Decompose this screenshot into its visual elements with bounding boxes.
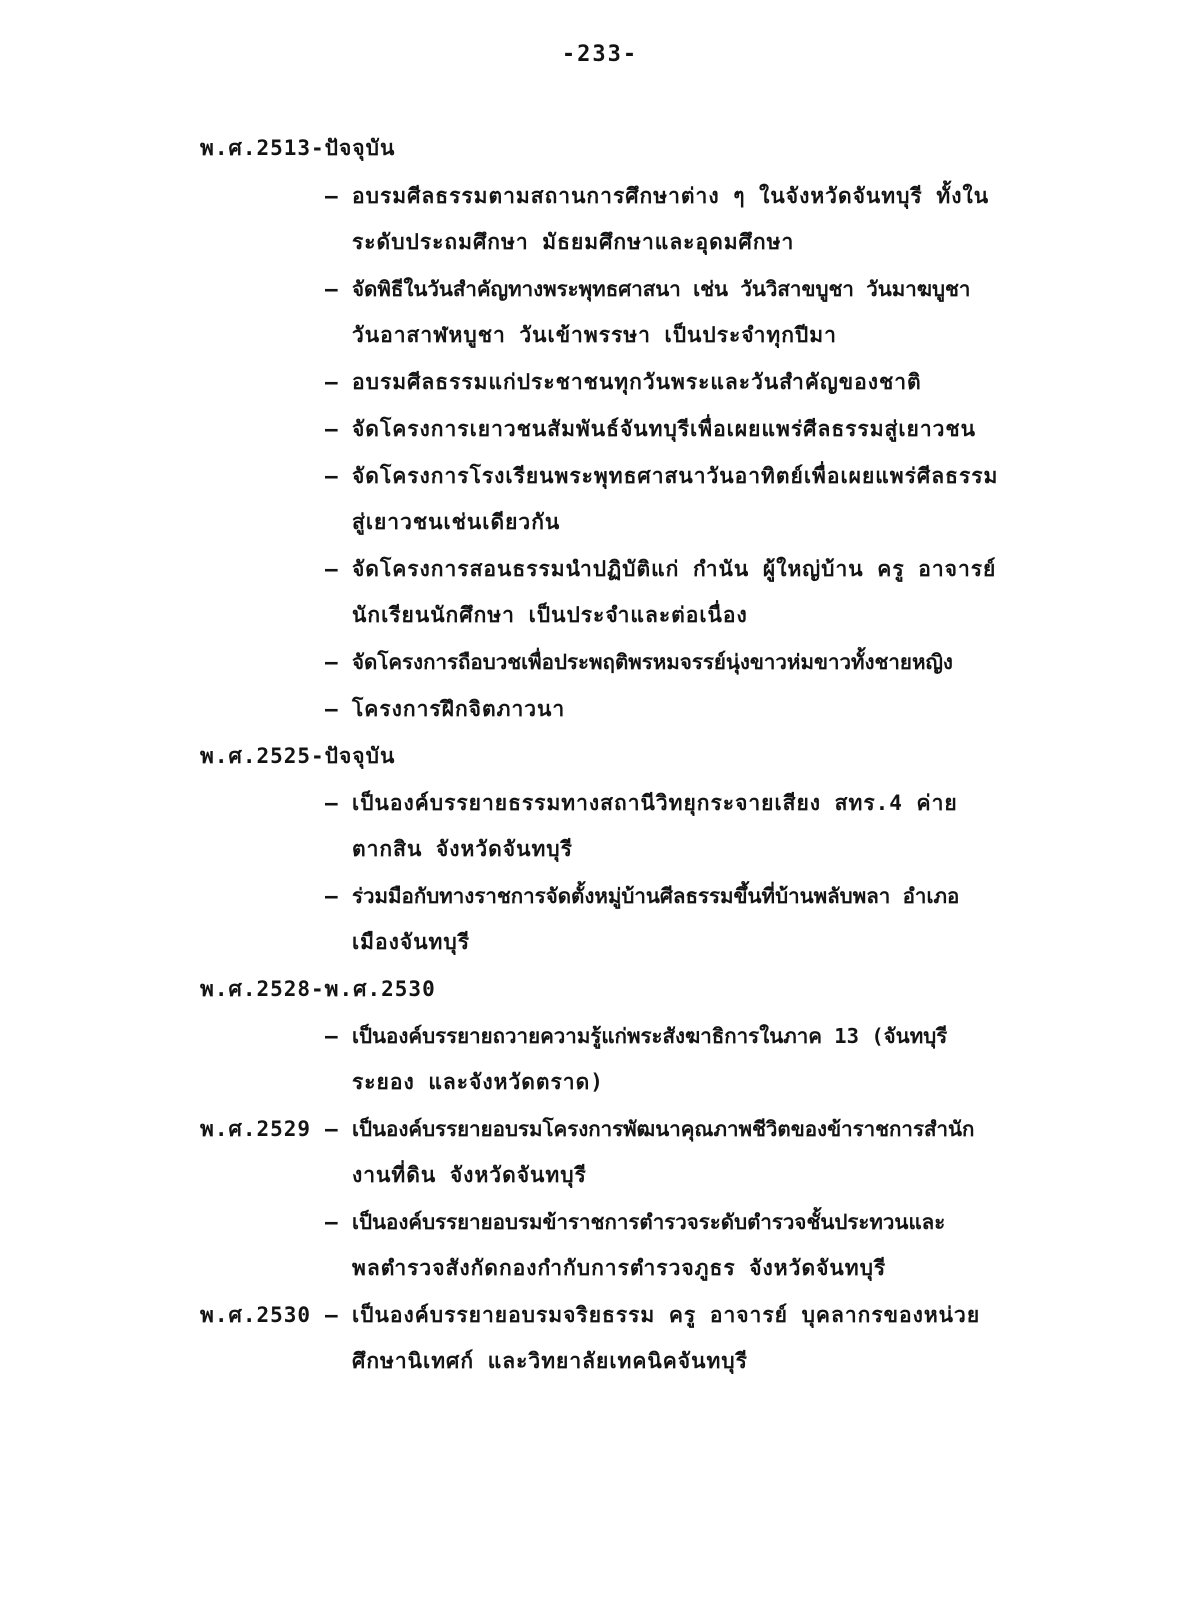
list-item-continuation: วันอาสาฬหบูชา วันเข้าพรรษา เป็นประจำทุกปีมา bbox=[352, 323, 837, 347]
section-heading: พ.ศ.2528-พ.ศ.2530 bbox=[200, 977, 436, 1001]
list-item: เป็นองค์บรรยายอบรมข้าราชการตำรวจระดับตำรวจชั้นประทวนและ bbox=[352, 1210, 946, 1234]
list-item: เป็นองค์บรรยายอบรมจริยธรรม ครู อาจารย์ บุคลากรของหน่วย bbox=[352, 1303, 981, 1327]
list-bullet: – bbox=[325, 1210, 339, 1234]
list-item: อบรมศีลธรรมตามสถานการศึกษาต่าง ๆ ในจังหวัดจันทบุรี ทั้งใน bbox=[352, 184, 990, 208]
list-item-continuation: สู่เยาวชนเช่นเดียวกัน bbox=[352, 510, 561, 534]
section-heading: พ.ศ.2525-ปัจจุบัน bbox=[200, 744, 396, 768]
list-item: จัดโครงการสอนธรรมนำปฏิบัติแก่ กำนัน ผู้ใหญ่บ้าน ครู อาจารย์ bbox=[352, 557, 997, 581]
list-bullet: – bbox=[325, 464, 339, 488]
list-item: อบรมศีลธรรมแก่ประชาชนทุกวันพระและวันสำคัญของชาติ bbox=[352, 370, 922, 394]
list-item: จัดพิธีในวันสำคัญทางพระพุทธศาสนา เช่น วันวิสาขบูชา วันมาฆบูชา bbox=[352, 277, 971, 301]
list-item: จัดโครงการถือบวชเพื่อประพฤติพรหมจรรย์นุ่งขาวห่มขาวทั้งชายหญิง bbox=[352, 650, 953, 674]
list-item-continuation: พลตำรวจสังกัดกองกำกับการตำรวจภูธร จังหวัดจันทบุรี bbox=[352, 1256, 887, 1280]
list-bullet: – bbox=[325, 370, 339, 394]
list-bullet: – bbox=[325, 277, 339, 301]
list-item-continuation: ระยอง และจังหวัดตราด) bbox=[352, 1070, 604, 1094]
year-label: พ.ศ.2529 bbox=[200, 1117, 312, 1141]
list-item-continuation: งานที่ดิน จังหวัดจันทบุรี bbox=[352, 1163, 587, 1187]
list-bullet: – bbox=[325, 650, 339, 674]
list-item-continuation: ตากสิน จังหวัดจันทบุรี bbox=[352, 837, 573, 861]
section-heading: พ.ศ.2513-ปัจจุบัน bbox=[200, 136, 396, 160]
list-bullet: – bbox=[325, 184, 339, 208]
list-bullet: – bbox=[325, 417, 339, 441]
list-bullet: – bbox=[325, 557, 339, 581]
list-item: โครงการฝึกจิตภาวนา bbox=[352, 697, 566, 721]
list-bullet: – bbox=[325, 791, 339, 815]
list-bullet: – bbox=[325, 697, 339, 721]
page-number: -233- bbox=[561, 42, 639, 67]
list-bullet: – bbox=[325, 1024, 339, 1048]
list-item-continuation: เมืองจันทบุรี bbox=[352, 930, 470, 954]
list-item: ร่วมมือกับทางราชการจัดตั้งหมู่บ้านศีลธรรมขึ้นที่บ้านพลับพลา อำเภอ bbox=[352, 884, 960, 908]
list-item-continuation: ศึกษานิเทศก์ และวิทยาลัยเทคนิคจันทบุรี bbox=[352, 1349, 748, 1373]
list-item: จัดโครงการโรงเรียนพระพุทธศาสนาวันอาทิตย์เพื่อเผยแพร่ศีลธรรม bbox=[352, 464, 999, 488]
list-item: เป็นองค์บรรยายอบรมโครงการพัฒนาคุณภาพชีวิตของข้าราชการสำนัก bbox=[352, 1117, 975, 1141]
list-item-continuation: ระดับประถมศึกษา มัธยมศึกษาและอุดมศึกษา bbox=[352, 230, 795, 254]
list-bullet: – bbox=[325, 1117, 339, 1141]
list-item: เป็นองค์บรรยายธรรมทางสถานีวิทยุกระจายเสียง สทร.4 ค่าย bbox=[352, 791, 958, 815]
list-item: เป็นองค์บรรยายถวายความรู้แก่พระสังฆาธิการในภาค 13 (จันทบุรี bbox=[352, 1024, 948, 1048]
list-bullet: – bbox=[325, 1303, 339, 1327]
year-label: พ.ศ.2530 bbox=[200, 1303, 312, 1327]
list-item-continuation: นักเรียนนักศึกษา เป็นประจำและต่อเนื่อง bbox=[352, 603, 748, 627]
list-bullet: – bbox=[325, 884, 339, 908]
list-item: จัดโครงการเยาวชนสัมพันธ์จันทบุรีเพื่อเผยแพร่ศีลธรรมสู่เยาวชน bbox=[352, 417, 977, 441]
